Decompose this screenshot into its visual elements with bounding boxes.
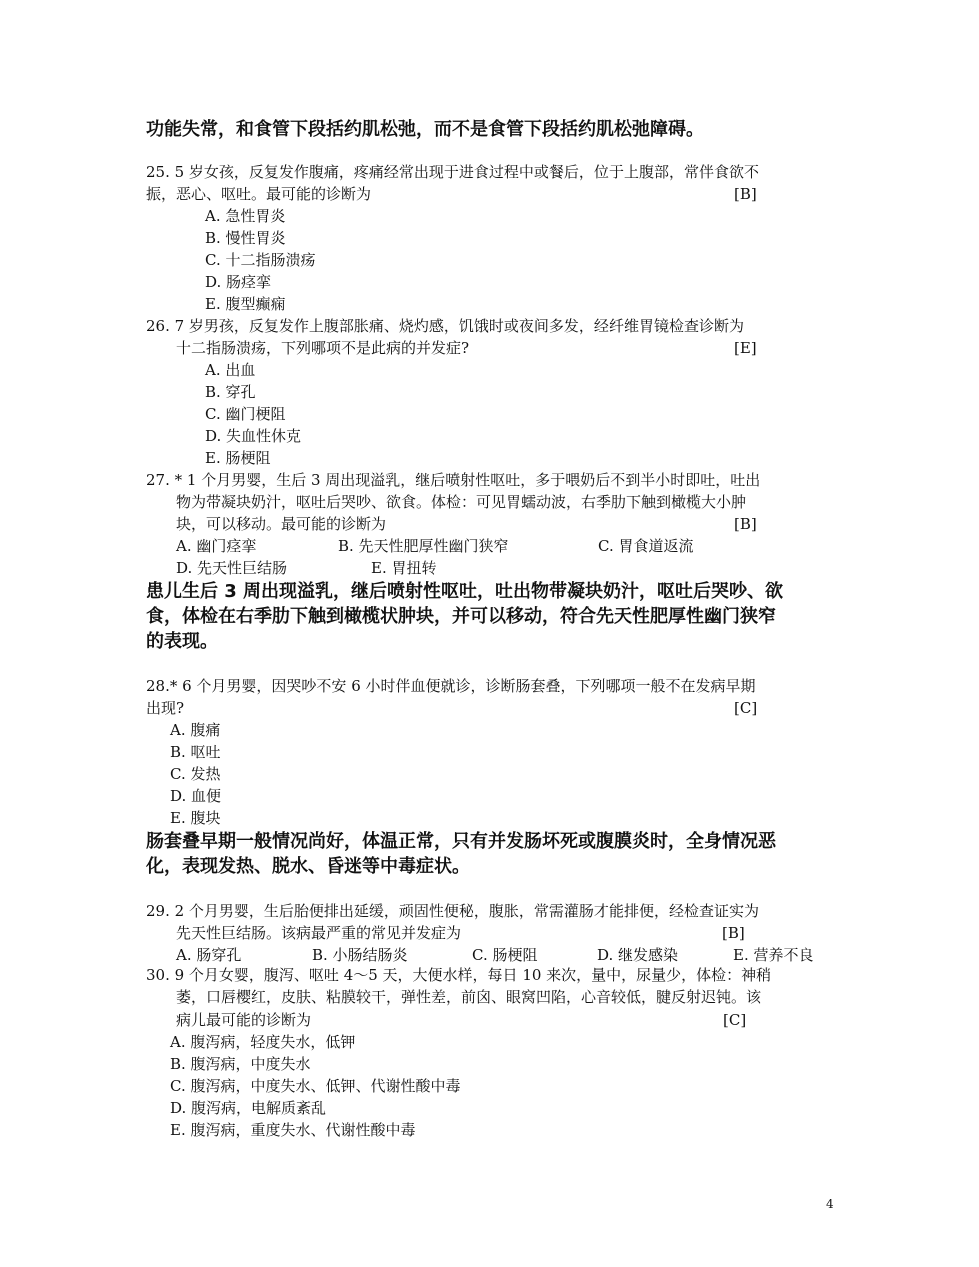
question-28-option-c: C. 发热 <box>170 765 221 783</box>
question-28-explanation-line1: 肠套叠早期一般情况尚好，体温正常，只有并发肠坏死或腹膜炎时，全身情况恶 <box>146 831 776 852</box>
question-26-option-e: E. 肠梗阻 <box>205 449 271 467</box>
question-27-option-a: A. 幽门痉挛 <box>176 537 257 555</box>
question-30-option-b: B. 腹泻病，中度失水 <box>170 1055 311 1073</box>
question-30-option-c: C. 腹泻病，中度失水、低钾、代谢性酸中毒 <box>170 1077 461 1095</box>
question-25-option-a: A. 急性胃炎 <box>205 207 286 225</box>
question-26-answer: [E] <box>734 339 757 357</box>
question-25-stem-line1: 25. 5 岁女孩，反复发作腹痛，疼痛经常出现于进食过程中或餐后，位于上腹部，常伴食欲不 <box>146 163 759 181</box>
question-30-stem-line2: 萎，口唇樱红，皮肤、粘膜较干，弹性差，前囟、眼窝凹陷，心音较低，腱反射迟钝。该 <box>176 988 762 1006</box>
question-30-option-e: E. 腹泻病，重度失水、代谢性酸中毒 <box>170 1121 416 1139</box>
question-27-option-b: B. 先天性肥厚性幽门狭窄 <box>338 537 509 555</box>
question-27-explanation-line1: 患儿生后 3 周出现溢乳，继后喷射性呕吐，吐出物带凝块奶汁，呕吐后哭吵、欲 <box>146 581 784 602</box>
question-25-answer: [B] <box>734 185 757 203</box>
question-28-option-d: D. 血便 <box>170 787 222 805</box>
question-28-stem-line1: 28.* 6 个月男婴，因哭吵不安 6 小时伴血便就诊，诊断肠套叠，下列哪项一般不在发病早期 <box>146 677 756 695</box>
question-26-stem-line1: 26. 7 岁男孩，反复发作上腹部胀痛、烧灼感，饥饿时或夜间多发，经纤维胃镜检查诊断为 <box>146 317 744 335</box>
question-26-option-b: B. 穿孔 <box>205 383 256 401</box>
question-28-option-e: E. 腹块 <box>170 809 221 827</box>
question-28-answer: [C] <box>734 699 758 717</box>
question-25-stem-line2: 振，恶心、呕吐。最可能的诊断为 <box>146 185 372 203</box>
question-27-stem-line1: 27. * 1 个月男婴，生后 3 周出现溢乳，继后喷射性呕吐，多于喂奶后不到半小时即吐，吐出 <box>146 471 761 489</box>
question-25-option-d: D. 肠痉挛 <box>205 273 272 291</box>
question-29-option-b: B. 小肠结肠炎 <box>312 946 408 964</box>
question-27-explanation-line2: 食，体检在右季肋下触到橄榄状肿块，并可以移动，符合先天性肥厚性幽门狭窄 <box>146 606 776 627</box>
question-25-option-e: E. 腹型癫痫 <box>205 295 286 313</box>
question-29-option-a: A. 肠穿孔 <box>176 946 242 964</box>
question-25-option-c: C. 十二指肠溃疡 <box>205 251 316 269</box>
question-27-explanation-line3: 的表现。 <box>146 631 218 652</box>
question-27-option-c: C. 胃食道返流 <box>598 537 694 555</box>
question-29-option-c: C. 肠梗阻 <box>472 946 538 964</box>
question-28-option-a: A. 腹痛 <box>170 721 221 739</box>
page-number: 4 <box>826 1197 834 1211</box>
question-26-option-a: A. 出血 <box>205 361 256 379</box>
question-29-answer: [B] <box>722 924 745 942</box>
question-29-option-e: E. 营养不良 <box>733 946 814 964</box>
question-30-option-a: A. 腹泻病，轻度失水，低钾 <box>170 1033 356 1051</box>
question-27-stem-line3: 块，可以移动。最可能的诊断为 <box>176 515 387 533</box>
question-27-option-e: E. 胃扭转 <box>371 559 437 577</box>
question-27-option-d: D. 先天性巨结肠 <box>176 559 288 577</box>
question-30-stem-line3: 病儿最可能的诊断为 <box>176 1011 312 1029</box>
question-26-option-c: C. 幽门梗阻 <box>205 405 286 423</box>
question-28-stem-line2: 出现? <box>146 699 185 717</box>
question-28-option-b: B. 呕吐 <box>170 743 221 761</box>
question-29-stem-line1: 29. 2 个月男婴，生后胎便排出延缓，顽固性便秘，腹胀，常需灌肠才能排便，经检查证实为 <box>146 902 759 920</box>
question-30-option-d: D. 腹泻病，电解质紊乱 <box>170 1099 327 1117</box>
question-26-option-d: D. 失血性休克 <box>205 427 302 445</box>
question-28-explanation-line2: 化，表现发热、脱水、昏迷等中毒症状。 <box>146 856 470 877</box>
question-30-answer: [C] <box>723 1011 747 1029</box>
question-26-stem-line2: 十二指肠溃疡，下列哪项不是此病的并发症? <box>176 339 470 357</box>
explanation-text: 功能失常，和食管下段括约肌松弛，而不是食管下段括约肌松弛障碍。 <box>146 119 704 140</box>
question-29-option-d: D. 继发感染 <box>597 946 679 964</box>
question-29-stem-line2: 先天性巨结肠。该病最严重的常见并发症为 <box>176 924 462 942</box>
question-30-stem-line1: 30. 9 个月女婴，腹泻、呕吐 4～5 天，大便水样，每日 10 来次，量中，尿量少，体检：神稍 <box>146 966 772 984</box>
question-25-option-b: B. 慢性胃炎 <box>205 229 286 247</box>
question-27-answer: [B] <box>734 515 757 533</box>
question-27-stem-line2: 物为带凝块奶汁，呕吐后哭吵、欲食。体检：可见胃蠕动波，右季肋下触到橄榄大小肿 <box>176 493 747 511</box>
